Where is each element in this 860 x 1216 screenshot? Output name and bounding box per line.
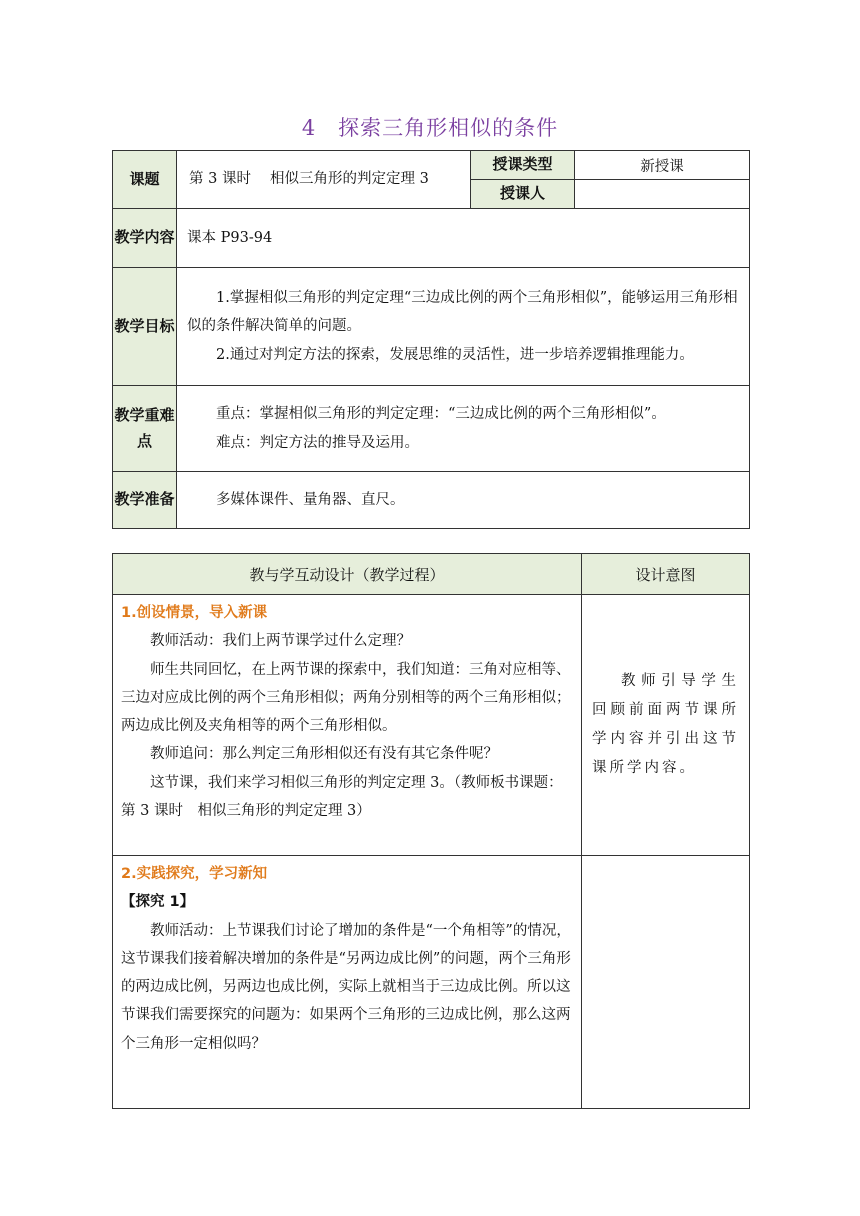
prep-label: 教学准备 [113, 472, 177, 529]
section-1-p3: 教师追问：那么判定三角形相似还有没有其它条件呢？ [150, 746, 498, 763]
page-title: 4 探索三角形相似的条件 [301, 116, 559, 140]
intent-header: 设计意图 [582, 554, 750, 595]
section-1-cell [113, 595, 582, 856]
goal-2: 2.通过对判定方法的探索，发展思维的灵活性，进一步培养逻辑推理能力。 [216, 346, 694, 363]
prep-value: 多媒体课件、量角器、直尺。 [177, 472, 750, 529]
section-2-cell [113, 856, 582, 1109]
difficult-point: 难点：判定方法的推导及运用。 [216, 434, 419, 451]
process-table [112, 553, 750, 1109]
section-1-p2: 师生共同回忆，在上两节课的探索中，我们知道：三角对应相等、三边对应成比例的两个三角形相似；两角分别相等的两个三角形相似；两边成比例及夹角相等的两个三角形相似。 [121, 661, 571, 735]
goal-label: 教学目标 [113, 268, 177, 386]
key-difficult-label: 教学重难点 [113, 386, 177, 472]
lesson-info-table [112, 150, 750, 529]
teacher-label: 授课人 [471, 180, 575, 209]
section-1-heading: 1.创设情景，导入新课 [121, 605, 268, 621]
teacher-value [575, 180, 750, 209]
section-2-p1: 教师活动：上节课我们讨论了增加的条件是“一个角相等”的情况，这节课我们接着解决增加的条件是“另两边成比例”的问题，两个三角形的两边成比例，另两边也成比例，实际上就相当于三边成比例。所以这节课我们需要探究的问题为：如果两个三角形的三边成比例，那么这两个三角形一定相似吗？ [121, 922, 571, 1052]
topic-label: 课题 [113, 151, 177, 209]
process-header: 教与学互动设计（教学过程） [113, 554, 582, 595]
content-value: 课本 P93-94 [177, 209, 750, 268]
key-point: 重点：掌握相似三角形的判定定理：“三边成比例的两个三角形相似”。 [216, 406, 666, 423]
topic-value: 第 3 课时 相似三角形的判定定理 3 [177, 151, 471, 209]
section-2-subheading: 【探究 1】 [121, 894, 195, 911]
content-label: 教学内容 [113, 209, 177, 268]
lesson-type-value: 新授课 [575, 151, 750, 180]
goal-1: 1.掌握相似三角形的判定定理“三边成比例的两个三角形相似”，能够运用三角形相似的条件解决简单的问题。 [187, 290, 738, 335]
section-2-heading: 2.实践探究，学习新知 [121, 866, 268, 882]
section-1-p1: 教师活动：我们上两节课学过什么定理？ [150, 633, 411, 650]
section-1-intent: 教师引导学生回顾前面两节课所学内容并引出这节课所学内容。 [592, 673, 739, 776]
section-1-p4: 这节课，我们来学习相似三角形的判定定理 3。（教师板书课题： 第 3 课时 相似三角形的判定定理 3） [121, 774, 563, 819]
lesson-type-label: 授课类型 [471, 151, 575, 180]
section-1-intent-cell [582, 595, 750, 856]
section-2-intent-cell [582, 856, 750, 1109]
